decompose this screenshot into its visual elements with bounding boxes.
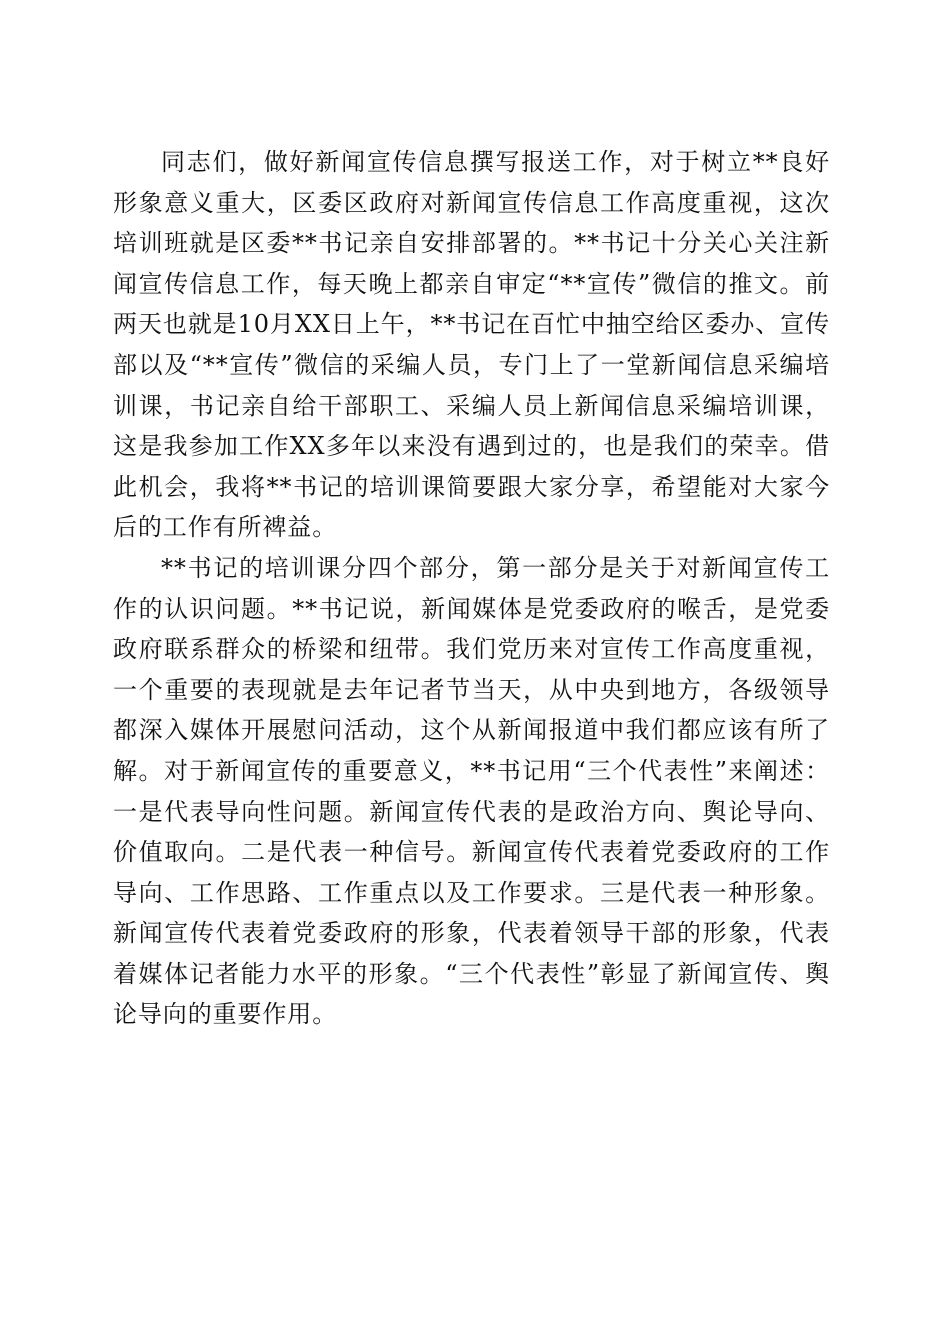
paragraph-2: **书记的培训课分四个部分，第一部分是关于对新闻宣传工作的认识问题。**书记说，新闻媒体是党委政府的喉舌，是党委政府联系群众的桥梁和纽带。我们党历来对宣传工作高度重视，一个重要的表现就是去年记者节当天，从中央到地方，各级领导都深入媒体开展慰问活动，这个从新闻报道中我们都应该有所了解。对于新闻宣传的重要意义，**书记用“三个代表性”来阐述：一是代表导向性问题。新闻宣传代表的是政治方向、舆论导向、价值取向。二是代表一种信号。新闻宣传代表着党委政府的工作导向、工作思路、工作重点以及工作要求。三是代表一种形象。新闻宣传代表着党委政府的形象，代表着领导干部的形象，代表着媒体记者能力水平的形象。“三个代表性”彰显了新闻宣传、舆论导向的重要作用。 [113, 553, 830, 1029]
paragraph-1: 同志们，做好新闻宣传信息撰写报送工作，对于树立**良好形象意义重大，区委区政府对新闻宣传信息工作高度重视，这次培训班就是区委**书记亲自安排部署的。**书记十分关心关注新闻宣传信息工作，每天晚上都亲自审定“**宣传”微信的推文。前两天也就是10月XX日上午，**书记在百忙中抽空给区委办、宣传部以及“**宣传”微信的采编人员，专门上了一堂新闻信息采编培训课，书记亲自给干部职工、采编人员上新闻信息采编培训课，这是我参加工作XX多年以来没有遇到过的，也是我们的荣幸。借此机会，我将**书记的培训课简要跟大家分享，希望能对大家今后的工作有所裨益。 [113, 148, 830, 542]
document-body [113, 142, 830, 1035]
